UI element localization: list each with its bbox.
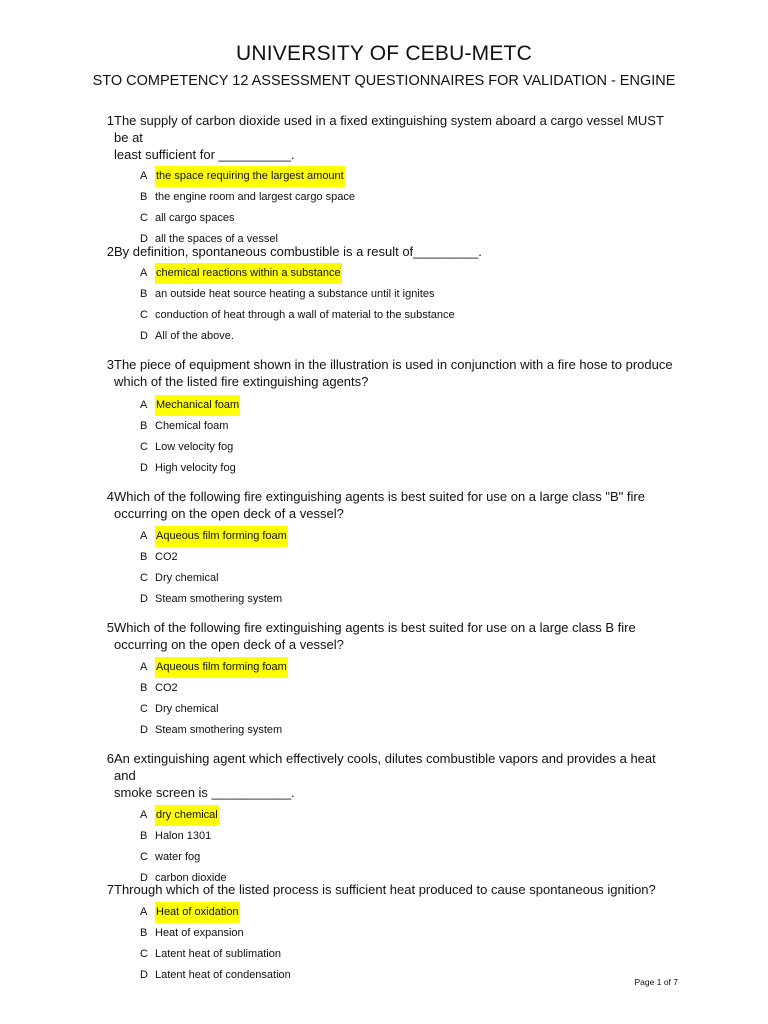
question-line: Which of the following fire extinguishing agents is best suited for use on a large class B fire [114,620,636,635]
question-text [114,619,680,653]
option-letter: B [140,682,148,694]
question-number: 2 [106,244,114,259]
option-letter: B [140,191,148,203]
option-text: Dry chemical [155,703,219,715]
option-letter: D [140,330,148,342]
option-letter: A [140,267,148,279]
option-text: CO2 [155,551,178,563]
question-number: 6 [106,751,114,766]
answer-option-b [100,187,680,208]
option-text: all cargo spaces [155,212,235,224]
answer-option-b [100,416,680,437]
option-text-highlighted: Aqueous film forming foam [155,657,288,678]
option-letter: C [140,572,148,584]
question-1 [100,112,680,250]
question-line: The supply of carbon dioxide used in a fixed extinguishing system aboard a cargo vessel MUST be at [114,113,664,145]
question-line: Through which of the listed process is sufficient heat produced to cause spontaneous ignition? [114,882,656,897]
answer-option-d [100,720,680,741]
answer-option-b [100,826,680,847]
option-text: All of the above. [155,330,234,342]
option-text: Heat of expansion [155,927,244,939]
answer-option-a [100,657,680,678]
answer-option-c [100,437,680,458]
answer-option-c [100,699,680,720]
option-text: Low velocity fog [155,441,234,453]
question-text [114,112,680,163]
option-letter: D [140,462,148,474]
option-letter: A [140,661,148,673]
question-text [114,488,680,522]
document-subtitle: STO COMPETENCY 12 ASSESSMENT QUESTIONNAIRES FOR VALIDATION - ENGINE [92,73,676,89]
answer-option-a [100,263,680,284]
answer-options [100,263,680,347]
option-letter: C [140,703,148,715]
option-letter: A [140,530,148,542]
option-letter: C [140,212,148,224]
document-title: UNIVERSITY OF CEBU-METC [236,42,532,65]
answer-option-a [100,902,680,923]
answer-option-c [100,944,680,965]
answer-option-b [100,547,680,568]
option-letter: B [140,927,148,939]
answer-option-c [100,847,680,868]
question-number: 1 [106,113,114,128]
option-letter: A [140,399,148,411]
option-letter: C [140,948,148,960]
option-text: Dry chemical [155,572,219,584]
option-letter: D [140,872,148,884]
answer-option-a [100,166,680,187]
option-letter: C [140,309,148,321]
option-text-highlighted: Aqueous film forming foam [155,526,288,547]
question-text [114,356,680,390]
option-text: an outside heat source heating a substance until it ignites [155,288,435,300]
answer-option-d [100,589,680,610]
option-text: Chemical foam [155,420,229,432]
option-letter: B [140,420,148,432]
option-letter: D [140,233,148,245]
question-7 [100,881,680,986]
option-text: CO2 [155,682,178,694]
answer-options [100,526,680,610]
question-line: least sufficient for __________. [114,147,295,162]
question-4 [100,488,680,610]
answer-option-a [100,805,680,826]
option-letter: A [140,809,148,821]
question-line: which of the listed fire extinguishing agents? [114,374,369,389]
answer-option-b [100,284,680,305]
option-letter: D [140,969,148,981]
question-line: occurring on the open deck of a vessel? [114,637,344,652]
question-number: 5 [106,620,114,635]
answer-option-c [100,305,680,326]
question-number: 4 [106,489,114,504]
answer-options [100,902,680,986]
option-text-highlighted: Heat of oxidation [155,902,240,923]
answer-options [100,166,680,250]
option-text: Latent heat of condensation [155,969,291,981]
question-text [114,881,680,898]
option-text: conduction of heat through a wall of material to the substance [155,309,455,321]
answer-options [100,395,680,479]
option-text-highlighted: Mechanical foam [155,395,240,416]
option-letter: B [140,288,148,300]
question-line: smoke screen is ___________. [114,785,295,800]
option-text: water fog [155,851,201,863]
option-text: Latent heat of sublimation [155,948,281,960]
option-letter: C [140,851,148,863]
option-letter: D [140,724,148,736]
answer-option-d [100,458,680,479]
option-text: all the spaces of a vessel [155,233,278,245]
question-number: 3 [106,357,114,372]
option-letter: B [140,551,148,563]
option-letter: A [140,906,148,918]
option-letter: C [140,441,148,453]
answer-option-a [100,526,680,547]
answer-option-b [100,678,680,699]
option-text-highlighted: the space requiring the largest amount [155,166,345,187]
option-text: High velocity fog [155,462,236,474]
option-text: Halon 1301 [155,830,212,842]
option-letter: D [140,593,148,605]
option-text: carbon dioxide [155,872,227,884]
option-text-highlighted: chemical reactions within a substance [155,263,342,284]
question-line: The piece of equipment shown in the illustration is used in conjunction with a fire hose to produce [114,357,673,372]
answer-option-b [100,923,680,944]
answer-option-a [100,395,680,416]
question-6 [100,750,680,889]
option-text: Steam smothering system [155,724,283,736]
question-number: 7 [106,882,114,897]
answer-option-d [100,326,680,347]
option-letter: B [140,830,148,842]
question-line: Which of the following fire extinguishing agents is best suited for use on a large class "B" fire [114,489,645,504]
answer-option-c [100,208,680,229]
question-line: An extinguishing agent which effectively cools, dilutes combustible vapors and provides a heat and [114,751,656,783]
question-text [114,750,680,801]
answer-option-d [100,965,680,986]
answer-options [100,805,680,889]
answer-option-c [100,568,680,589]
option-text-highlighted: dry chemical [155,805,219,826]
question-5 [100,619,680,741]
question-3 [100,356,680,479]
question-line: occurring on the open deck of a vessel? [114,506,344,521]
option-text: the engine room and largest cargo space [155,191,355,203]
page-number: Page 1 of 7 [634,977,678,987]
option-text: Steam smothering system [155,593,283,605]
option-letter: A [140,170,148,182]
question-text [114,243,680,260]
question-line: By definition, spontaneous combustible is a result of_________. [114,244,482,259]
answer-options [100,657,680,741]
question-2 [100,243,680,347]
